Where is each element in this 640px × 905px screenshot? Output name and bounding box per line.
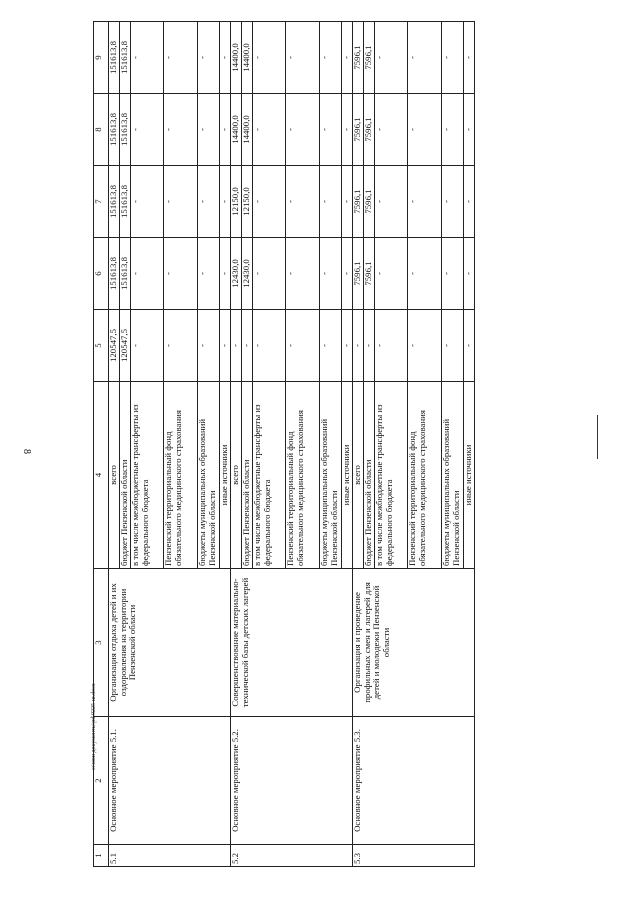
funding-value: - [353,310,364,382]
funding-value: 151613,8 [120,166,131,238]
funding-value: - [220,310,231,382]
funding-value: - [131,166,164,238]
funding-value: - [164,94,198,166]
header-cell: 7 [94,166,109,238]
funding-source: бюджеты муниципальных образований Пензенской области [442,382,464,569]
funding-value: 12430,0 [242,238,253,310]
header-cell: 3 [94,569,109,717]
funding-value: 120547,5 [109,310,120,382]
funding-value: - [198,94,220,166]
funding-source: в том числе межбюджетные трансферты из федерального бюджета [253,382,286,569]
header-cell: 6 [94,238,109,310]
funding-source: бюджеты муниципальных образований Пензенской области [198,382,220,569]
page-number: 8 [21,449,32,454]
funding-value: - [320,22,342,94]
funding-value: - [375,310,408,382]
funding-value: - [464,166,475,238]
funding-value: 151613,8 [109,94,120,166]
rotated-table-container [93,22,535,867]
funding-value: - [342,238,353,310]
funding-source: иные источники [464,382,475,569]
funding-value: - [375,22,408,94]
section-number: 5.1 [109,845,231,867]
funding-value: 120547,5 [120,310,131,382]
funding-value: - [131,94,164,166]
funding-value: - [198,238,220,310]
funding-value: - [375,166,408,238]
funding-value: 151613,8 [120,22,131,94]
funding-value: - [198,310,220,382]
funding-value: - [320,94,342,166]
funding-source: бюджет Пензенской области [364,382,375,569]
funding-value: - [286,166,320,238]
funding-value: 7596,1 [353,22,364,94]
measure-name: Основное мероприятие 5.3. [353,717,475,845]
funding-value: 7596,1 [353,94,364,166]
funding-value: - [442,166,464,238]
funding-source: иные источники [342,382,353,569]
funding-value: - [442,94,464,166]
funding-value: - [320,238,342,310]
funding-value: - [342,94,353,166]
header-cell: 5 [94,310,109,382]
funding-value: - [375,94,408,166]
separator-line [597,415,598,459]
funding-value: - [286,238,320,310]
funding-value: 14400,0 [242,22,253,94]
funding-value: - [220,22,231,94]
funding-value: - [408,94,442,166]
funding-value: 14400,0 [231,94,242,166]
funding-value: 151613,8 [109,22,120,94]
funding-value: - [464,22,475,94]
funding-source: всего [109,382,120,569]
funding-value: - [220,238,231,310]
header-cell: 1 [94,845,109,867]
header-cell: 8 [94,94,109,166]
funding-value: - [131,22,164,94]
funding-value: 7596,1 [364,166,375,238]
funding-value: - [342,166,353,238]
funding-value: - [375,238,408,310]
funding-value: - [320,166,342,238]
funding-source: в том числе межбюджетные трансферты из федерального бюджета [131,382,164,569]
funding-value: - [231,310,242,382]
funding-value: - [408,238,442,310]
funding-source: бюджет Пензенской области [242,382,253,569]
funding-source: всего [231,382,242,569]
funding-value: - [242,310,253,382]
funding-source: всего [353,382,364,569]
measure-title: Совершенствование материально-технической базы детских лагерей [231,569,353,717]
funding-value: - [253,22,286,94]
funding-value: - [408,166,442,238]
funding-value: - [464,310,475,382]
table-body [109,22,475,867]
funding-value: - [286,310,320,382]
funding-value: 14400,0 [242,94,253,166]
funding-value: 14400,0 [231,22,242,94]
funding-source: Пензенский территориальный фонд обязательного медицинского страхования [408,382,442,569]
funding-value: - [253,166,286,238]
funding-source: бюджеты муниципальных образований Пензенской области [320,382,342,569]
section-number: 5.3 [353,845,475,867]
funding-value: 151613,8 [109,238,120,310]
funding-value: - [198,166,220,238]
header-cell: 9 [94,22,109,94]
footer-path: c:\мои документы\pd\0225-ш.docx [91,683,97,770]
funding-value: - [131,238,164,310]
funding-source: иные источники [220,382,231,569]
funding-value: - [442,238,464,310]
table-row [353,22,364,867]
measure-name: Основное мероприятие 5.2. [231,717,353,845]
measure-name: Основное мероприятие 5.1. [109,717,231,845]
funding-value: 12150,0 [242,166,253,238]
funding-value: - [408,310,442,382]
measure-title: Организация отдыха детей и их оздоровления на территории Пензенской области [109,569,231,717]
funding-value: 7596,1 [364,22,375,94]
budget-table [93,21,475,867]
funding-value: - [442,22,464,94]
funding-value: 12430,0 [231,238,242,310]
funding-value: - [464,94,475,166]
header-row [94,22,109,867]
funding-value: - [408,22,442,94]
funding-value: 7596,1 [353,238,364,310]
funding-value: - [253,238,286,310]
section-number: 5.2 [231,845,353,867]
funding-value: 12150,0 [231,166,242,238]
funding-value: - [164,166,198,238]
funding-value: - [286,94,320,166]
funding-value: - [253,310,286,382]
funding-value: - [198,22,220,94]
funding-value: - [442,310,464,382]
header-cell: 2 [94,717,109,845]
funding-value: 151613,8 [109,166,120,238]
funding-value: - [464,238,475,310]
funding-value: - [320,310,342,382]
funding-value: - [164,238,198,310]
funding-value: - [220,166,231,238]
funding-source: бюджет Пензенской области [120,382,131,569]
funding-value: 151613,8 [120,238,131,310]
funding-value: 7596,1 [353,166,364,238]
funding-value: 7596,1 [364,94,375,166]
table-row [109,22,120,867]
funding-value: 7596,1 [364,238,375,310]
funding-value: 151613,8 [120,94,131,166]
funding-value: - [131,310,164,382]
funding-value: - [164,310,198,382]
header-cell: 4 [94,382,109,569]
measure-title: Организация и проведение профильных смен и лагерей для детей и молодежи Пензенской области [353,569,475,717]
funding-value: - [342,22,353,94]
funding-value: - [342,310,353,382]
funding-source: Пензенский территориальный фонд обязательного медицинского страхования [286,382,320,569]
funding-value: - [364,310,375,382]
table-row [231,22,242,867]
funding-value: - [253,94,286,166]
funding-source: в том числе межбюджетные трансферты из федерального бюджета [375,382,408,569]
funding-value: - [164,22,198,94]
funding-value: - [220,94,231,166]
funding-value: - [286,22,320,94]
funding-source: Пензенский территориальный фонд обязательного медицинского страхования [164,382,198,569]
